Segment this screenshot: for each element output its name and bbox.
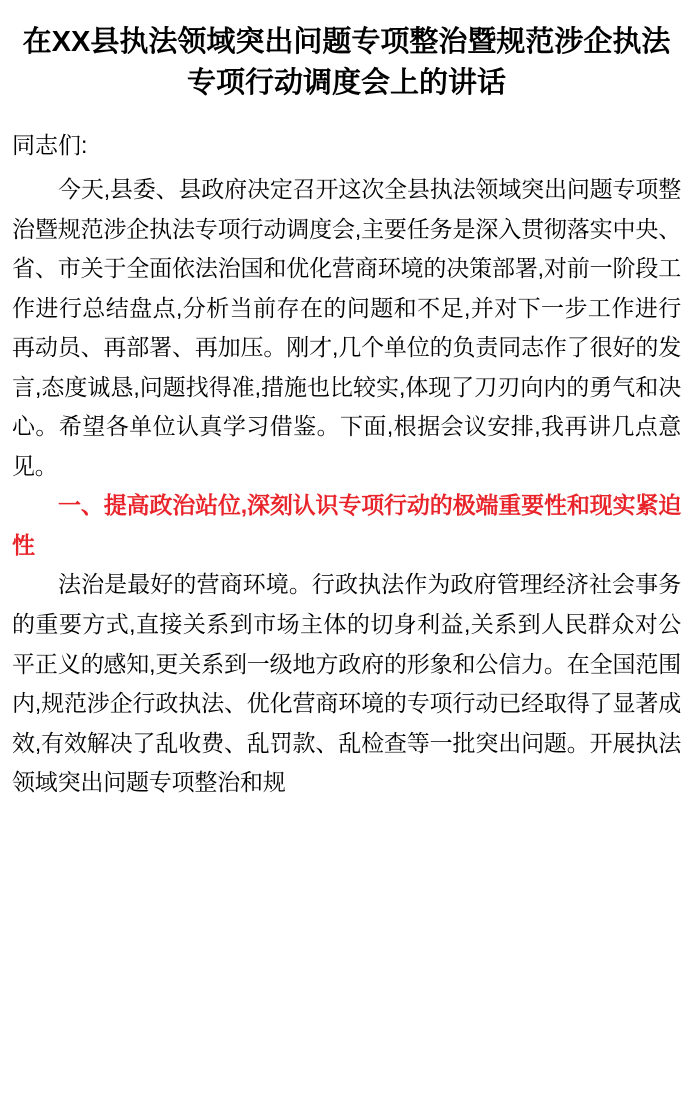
paragraph-2: 法治是最好的营商环境。行政执法作为政府管理经济社会事务的重要方式,直接关系到市场主体的切身利益,关系到人民群众对公平正义的感知,更关系到一级地方政府的形象和公信力。在全国范围内,规范涉企行政执法、优化营商环境的专项行动已经取得了显著成效,有效解决了乱收费、乱罚款、乱检查等一批突出问题。开展执法领域突出问题专项整治和规 — [12, 571, 681, 796]
page-title: 在XX县执法领域突出问题专项整治暨规范涉企执法专项行动调度会上的讲话 — [22, 26, 671, 100]
section-heading-1: 一、提高政治站位,深刻认识专项行动的极端重要性和现实紧迫性 — [12, 492, 681, 558]
paragraph-1: 今天,县委、县政府决定召开这次全县执法领域突出问题专项整治暨规范涉企执法专项行动调度会,主要任务是深入贯彻落实中央、省、市关于全面依法治国和优化营商环境的决策部署,对前一阶段工作进行总结盘点,分析当前存在的问题和不足,并对下一步工作进行再动员、再部署、再加压。刚才,几个单位的负责同志作了很好的发言,态度诚恳,问题找得准,措施也比较实,体现了刀刃向内的勇气和决心。希望各单位认真学习借鉴。下面,根据会议安排,我再讲几点意见。 — [12, 175, 681, 479]
salutation: 同志们: — [12, 132, 88, 159]
